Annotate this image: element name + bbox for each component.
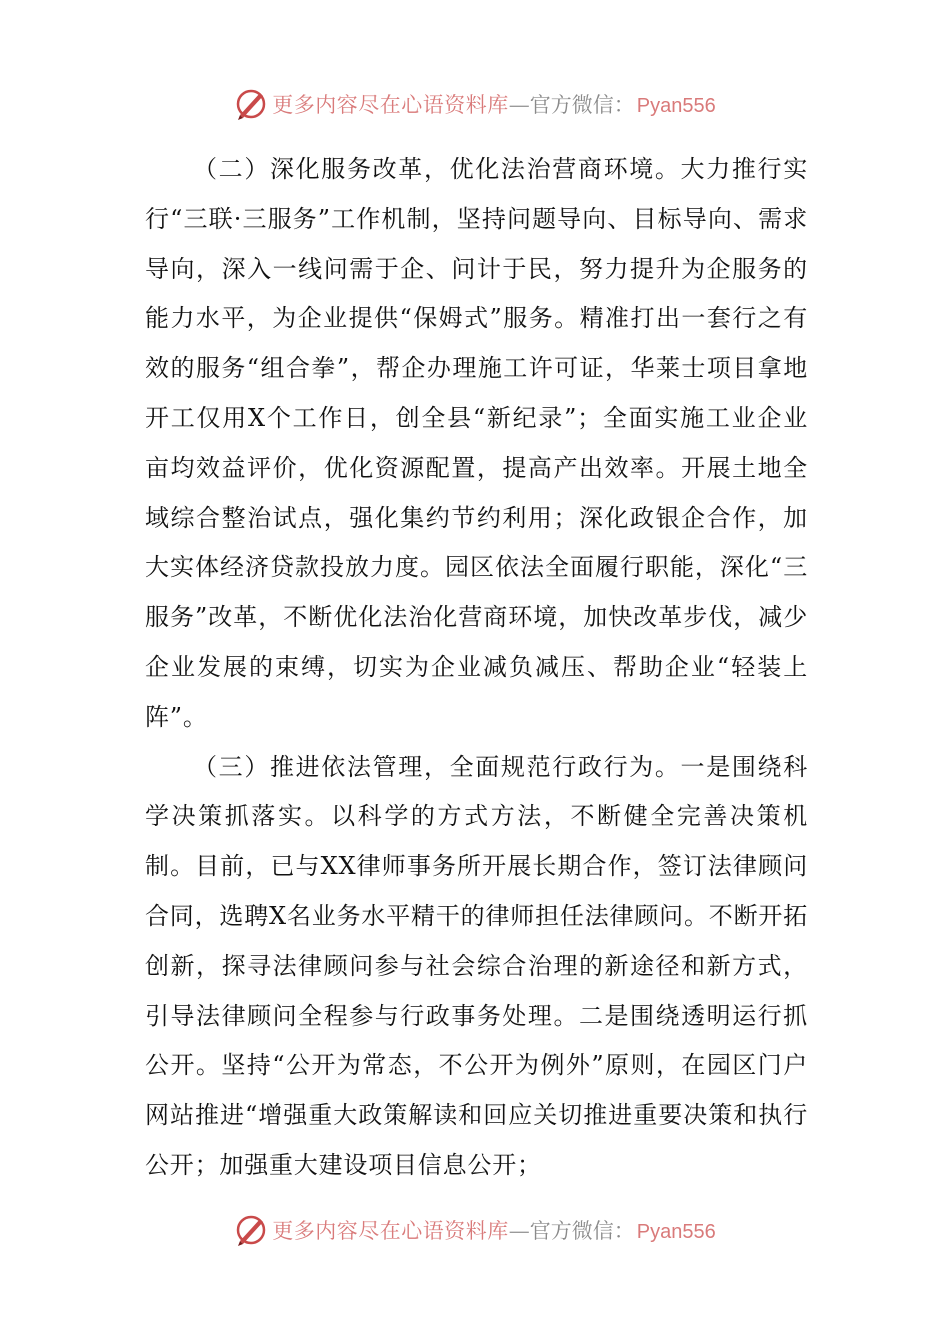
header-watermark-banner (0, 84, 950, 124)
banner-wechat-id: Pyan556 (636, 95, 716, 117)
banner-wechat-id: Pyan556 (636, 1221, 716, 1243)
banner-contact-label: 官方微信： (529, 93, 635, 117)
paragraph-lawful-management: （三）推进依法管理，全面规范行政行为。一是围绕科学决策抓落实。以科学的方式方法，不断健全完善决策机制。目前，已与XX律师事务所开展长期合作，签订法律顾问合同，选聘X名业务水平精干的律师担任法律顾问。不断开拓创新，探寻法律顾问参与社会综合治理的新途径和新方式，引导法律顾问全程参与行政事务处理。二是围绕透明运行抓公开。坚持“公开为常态，不公开为例外”原则，在园区门户网站推进“增强重大政策解读和回应关切推进重要决策和执行公开；加强重大建设项目信息公开； (145, 752, 808, 1179)
paragraph-service-reform: （二）深化服务改革，优化法治营商环境。大力推行实行“三联·三服务”工作机制，坚持问题导向、目标导向、需求导向，深入一线问需于企、问计于民，努力提升为企服务的能力水平，为企业提供“保姆式”服务。精准打出一套行之有效的服务“组合拳”，帮企办理施工许可证，华莱士项目拿地开工仅用X个工作日，创全县“新纪录”；全面实施工业企业亩均效益评价，优化资源配置，提高产出效率。开展土地全域综合整治试点，强化集约节约利用；深化政银企合作，加大实体经济贷款投放力度。园区依法全面履行职能，深化“三服务”改革，不断优化法治化营商环境，加快改革步伐，减少企业发展的束缚，切实为企业减负减压、帮助企业“轻装上阵”。 (145, 155, 808, 731)
banner-contact-label: 官方微信： (529, 1219, 635, 1243)
footer-watermark-banner (0, 1210, 950, 1250)
banner-separator: — (508, 1219, 530, 1243)
banner-main-text: 更多内容尽在心语资料库 (272, 1219, 509, 1243)
document-body (145, 145, 808, 1191)
pen-circle-logo-icon (234, 1213, 268, 1247)
banner-text (272, 89, 715, 119)
pen-circle-logo-icon (234, 87, 268, 121)
banner-main-text: 更多内容尽在心语资料库 (272, 93, 509, 117)
banner-text (272, 1215, 715, 1245)
banner-separator: — (508, 93, 530, 117)
